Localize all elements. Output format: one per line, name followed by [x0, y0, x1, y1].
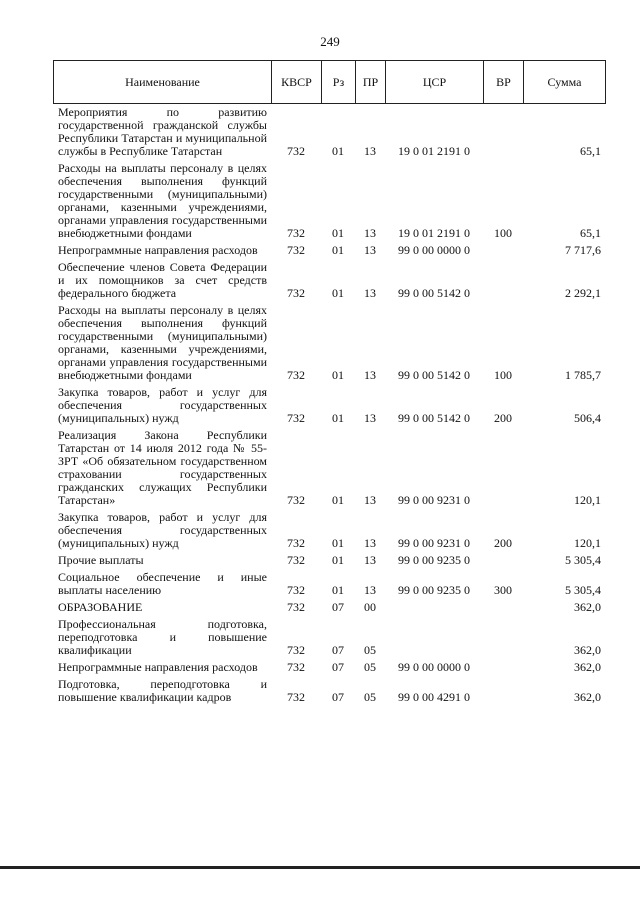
row-pr: 13	[364, 243, 376, 257]
page-bottom-border	[0, 866, 640, 869]
row-sum: 65,1	[580, 226, 601, 240]
row-rz: 07	[332, 643, 344, 657]
row-rz: 07	[332, 690, 344, 704]
row-csr: 19 0 01 2191 0	[398, 226, 470, 240]
table-row	[53, 568, 605, 598]
row-kvsr: 732	[287, 286, 305, 300]
row-name: Реализация Закона Республики Татарстан от 14 июля 2012 года № 55-ЗРТ «Об обязательном государственном страховании государственных гражданских служащих Республики Татарстан»	[58, 428, 267, 507]
row-name: Обеспечение членов Совета Федерации и их помощников за счет средств федерального бюджета	[58, 260, 267, 300]
row-kvsr: 732	[287, 226, 305, 240]
row-csr: 99 0 00 9231 0	[398, 493, 470, 507]
row-sum: 65,1	[580, 144, 601, 158]
row-csr: 19 0 01 2191 0	[398, 144, 470, 158]
row-pr: 13	[364, 493, 376, 507]
row-pr: 00	[364, 600, 376, 614]
row-pr: 13	[364, 536, 376, 550]
table-row	[53, 301, 605, 383]
row-vr	[483, 658, 523, 675]
row-sum: 5 305,4	[565, 553, 601, 567]
row-rz: 01	[332, 243, 344, 257]
row-rz: 07	[332, 600, 344, 614]
row-vr	[483, 258, 523, 301]
row-pr: 13	[364, 368, 376, 382]
row-csr: 99 0 00 9235 0	[398, 583, 470, 597]
row-sum: 362,0	[574, 660, 601, 674]
row-sum: 120,1	[574, 493, 601, 507]
row-vr	[483, 241, 523, 258]
row-kvsr: 732	[287, 690, 305, 704]
table-row	[53, 426, 605, 508]
row-vr: 100	[494, 368, 512, 382]
row-rz: 01	[332, 286, 344, 300]
row-rz: 01	[332, 553, 344, 567]
row-sum: 7 717,6	[565, 243, 601, 257]
page-number: 249	[320, 34, 340, 49]
row-vr	[483, 426, 523, 508]
row-csr: 99 0 00 4291 0	[398, 690, 470, 704]
row-name: Непрограммные направления расходов	[58, 243, 258, 257]
row-vr: 300	[494, 583, 512, 597]
row-name: Закупка товаров, работ и услуг для обеспечения государственных (муниципальных) нужд	[58, 510, 267, 550]
row-pr: 13	[364, 226, 376, 240]
row-vr	[483, 551, 523, 568]
header-name: Наименование	[54, 61, 272, 104]
row-sum: 120,1	[574, 536, 601, 550]
row-csr: 99 0 00 9235 0	[398, 553, 470, 567]
header-rz: Рз	[322, 61, 356, 104]
row-name: Расходы на выплаты персоналу в целях обеспечения выполнения функций государственными (муниципальными) органами, казенными учреждениями, органами управления государственными внебюджетными фондами	[58, 161, 267, 240]
row-kvsr: 732	[287, 583, 305, 597]
row-csr: 99 0 00 5142 0	[398, 286, 470, 300]
row-pr: 05	[364, 660, 376, 674]
row-vr	[483, 598, 523, 615]
row-rz: 01	[332, 411, 344, 425]
row-kvsr: 732	[287, 660, 305, 674]
row-vr: 200	[494, 536, 512, 550]
row-vr	[483, 675, 523, 705]
row-pr: 13	[364, 583, 376, 597]
row-name: Прочие выплаты	[58, 553, 144, 567]
row-pr: 05	[364, 643, 376, 657]
table-row	[53, 598, 605, 615]
header-vr: ВР	[484, 61, 524, 104]
row-pr: 13	[364, 144, 376, 158]
row-sum: 1 785,7	[565, 368, 601, 382]
row-vr	[483, 106, 523, 159]
row-name: ОБРАЗОВАНИЕ	[58, 600, 143, 614]
row-pr: 13	[364, 553, 376, 567]
row-rz: 01	[332, 493, 344, 507]
row-csr: 99 0 00 5142 0	[398, 411, 470, 425]
table-row	[53, 508, 605, 551]
row-sum: 5 305,4	[565, 583, 601, 597]
row-csr	[385, 615, 483, 658]
row-kvsr: 732	[287, 553, 305, 567]
row-name: Непрограммные направления расходов	[58, 660, 258, 674]
row-rz: 01	[332, 368, 344, 382]
header-csr: ЦСР	[386, 61, 484, 104]
row-kvsr: 732	[287, 493, 305, 507]
row-kvsr: 732	[287, 411, 305, 425]
table-body	[53, 106, 605, 705]
table-row	[53, 159, 605, 241]
row-pr: 13	[364, 286, 376, 300]
row-kvsr: 732	[287, 600, 305, 614]
row-rz: 01	[332, 536, 344, 550]
row-kvsr: 732	[287, 243, 305, 257]
row-vr: 200	[494, 411, 512, 425]
table-header	[53, 60, 606, 104]
row-kvsr: 732	[287, 368, 305, 382]
row-pr: 13	[364, 411, 376, 425]
row-sum: 362,0	[574, 690, 601, 704]
row-sum: 362,0	[574, 600, 601, 614]
table-row	[53, 615, 605, 658]
table-row	[53, 675, 605, 705]
row-name: Закупка товаров, работ и услуг для обеспечения государственных (муниципальных) нужд	[58, 385, 267, 425]
table-row	[53, 551, 605, 568]
header-kvsr: КВСР	[272, 61, 322, 104]
row-vr: 100	[494, 226, 512, 240]
row-csr: 99 0 00 0000 0	[398, 660, 470, 674]
row-pr: 05	[364, 690, 376, 704]
row-name: Социальное обеспечение и иные выплаты населению	[58, 570, 267, 597]
row-csr	[385, 598, 483, 615]
row-kvsr: 732	[287, 144, 305, 158]
row-sum: 362,0	[574, 643, 601, 657]
row-rz: 07	[332, 660, 344, 674]
header-sum: Сумма	[524, 61, 606, 104]
row-csr: 99 0 00 9231 0	[398, 536, 470, 550]
table-row	[53, 106, 605, 159]
row-rz: 01	[332, 144, 344, 158]
row-sum: 2 292,1	[565, 286, 601, 300]
row-rz: 01	[332, 583, 344, 597]
table-row	[53, 383, 605, 426]
row-csr: 99 0 00 0000 0	[398, 243, 470, 257]
row-vr	[483, 615, 523, 658]
table-row	[53, 241, 605, 258]
row-kvsr: 732	[287, 536, 305, 550]
row-sum: 506,4	[574, 411, 601, 425]
row-name: Профессиональная подготовка, переподготовка и повышение квалификации	[58, 617, 267, 657]
table-row	[53, 258, 605, 301]
row-name: Подготовка, переподготовка и повышение квалификации кадров	[58, 677, 267, 704]
row-kvsr: 732	[287, 643, 305, 657]
table-row	[53, 658, 605, 675]
row-name: Мероприятия по развитию государственной гражданской службы Республики Татарстан и муниципальной службы в Республике Татарстан	[58, 105, 267, 158]
row-csr: 99 0 00 5142 0	[398, 368, 470, 382]
row-name: Расходы на выплаты персоналу в целях обеспечения выполнения функций государственными (муниципальными) органами, казенными учреждениями, органами управления государственными внебюджетными фондами	[58, 303, 267, 382]
header-pr: ПР	[356, 61, 386, 104]
budget-table	[53, 106, 605, 705]
row-rz: 01	[332, 226, 344, 240]
